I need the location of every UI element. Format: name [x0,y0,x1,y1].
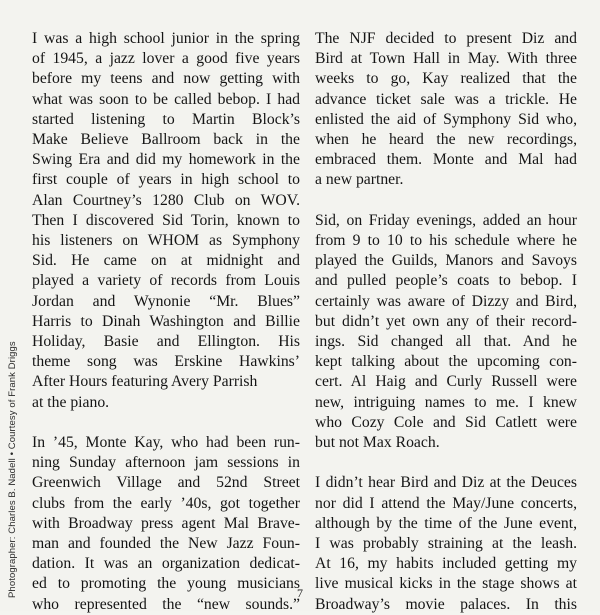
text-line: first couple of years in high school to [32,171,300,189]
text-line: embraced them. Monte and Mal had [315,151,577,169]
text-line: new, intriguing names to me. I knew [315,393,577,411]
paragraph [315,211,577,453]
text-line: Swing Era and did my homework in the [32,151,300,169]
text-line: In ’45, Monte Kay, who had been run- [32,434,300,452]
text-line: Make Believe Ballroom back in the [32,131,300,149]
text-line: but not Max Roach. [315,434,440,452]
text-line: Bird at Town Hall in May. With three [315,50,577,68]
text-line: from 9 to 10 to his schedule where he [315,232,577,250]
text-line: certainly was aware of Dizzy and Bird, [315,292,577,310]
text-line: ning Sunday afternoon jam sessions in [32,454,300,472]
left-column [32,29,300,615]
text-line: live musical kicks in the stage shows at [315,575,577,593]
text-line: played a variety of records from Louis [32,272,300,290]
text-line: with Broadway press agent Mal Brave- [32,514,300,532]
text-line: I was a high school junior in the spring [32,30,300,47]
text-line: I was probably straining at the leash. [315,535,577,553]
text-line: of 1945, a jazz lover a good five years [32,50,300,68]
text-line: when he heard the new recordings, [315,131,577,149]
text-line: Holiday, Basie and Ellington. His [32,333,300,351]
text-line: ed to promoting the young musicians [32,575,300,593]
text-line: Sid. He came on at midnight and [32,252,300,270]
text-line: Then I discovered Sid Torin, known to [32,211,300,229]
text-line: Harris to Dinah Washington and Billie [32,312,300,330]
text-line: kept talking about the upcoming con- [315,353,577,371]
paragraph [32,29,300,413]
text-line: cert. Al Haig and Curly Russell were [315,373,577,391]
text-line: started listening to Martin Block’s [32,110,300,128]
right-column [315,29,577,615]
text-line: Jordan and Wynonie “Mr. Blues” [32,292,300,310]
text-line: man and founded the New Jazz Foun- [32,535,300,553]
text-line: enlisted the aid of Symphony Sid who, [315,110,577,128]
text-line: at the piano. [32,393,110,411]
text-line: After Hours featuring Avery Parrish [32,373,258,391]
text-line: nor did I attend the May/June concerts, [315,494,577,512]
text-line: what was soon to be called bebop. I had [32,90,300,108]
text-line: and pulled people’s coats to bebop. I [315,272,577,290]
paragraph [315,29,577,191]
text-line: played the Guilds, Manors and Savoys [315,252,577,270]
text-line: Greenwich Village and 52nd Street [32,474,300,492]
text-line: although by the time of the June event, [315,514,577,532]
text-line: before my teens and now getting with [32,70,300,88]
photo-credit-strip [1,170,23,600]
text-line: who represented the “new sounds.” [32,595,300,613]
text-line: dation. It was an organization dedicat- [32,555,300,573]
text-line: weeks to go, Kay realized that the [315,70,577,88]
text-line: Sid, on Friday evenings, added an hour [315,211,577,229]
photo-credit: Photographer: Charles B. Nadell • Courtesy of Frank Driggs [7,341,18,598]
page-number: 7 [297,586,303,600]
text-line: ings. Sid changed all that. And he [315,333,577,351]
text-line: I didn’t hear Bird and Diz at the Deuces [315,474,577,492]
text-line: who Cozy Cole and Sid Catlett were [315,413,577,431]
text-line: clubs from the early ’40s, got together [32,494,300,512]
text-line: but didn’t yet own any of their record- [315,312,577,330]
text-line: The NJF decided to present Diz and [315,30,577,47]
text-line: a new partner. [315,171,404,189]
text-line: Broadway’s movie palaces. In this [315,595,577,613]
text-line: At 16, my habits included getting my [315,555,577,573]
text-line: theme song was Erskine Hawkins’ [32,353,300,371]
text-line: Alan Courtney’s 1280 Club on WOV. [32,191,300,209]
text-line: advance ticket sale was a trickle. He [315,90,577,108]
text-line: his listeners on WHOM as Symphony [32,232,300,250]
